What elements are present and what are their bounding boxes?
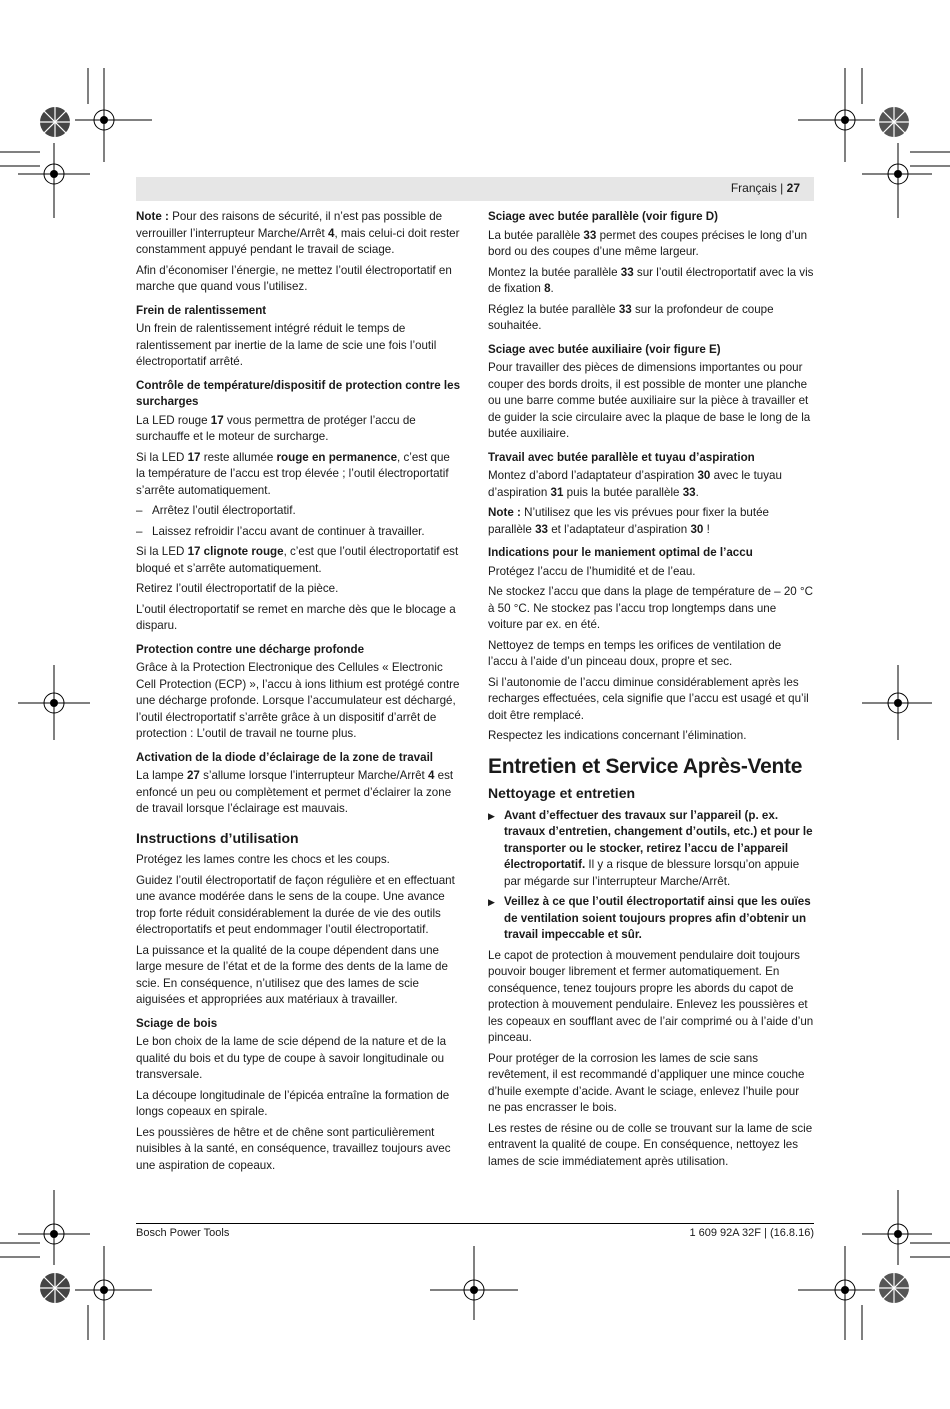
instructions-paragraph: Guidez l’outil électroportatif de façon régulière et en effectuant une avance modérée dans le sens de la coupe. Une avance trop forte réduit considérablement la durée de vie des outils électroportatifs et peut endommager l’outil électroportatif. <box>136 873 455 936</box>
instructions-heading: Instructions d’utilisation <box>136 829 299 846</box>
cleaning-paragraph: Les restes de résine ou de colle se trouvant sur la lame de scie entravent la qualité de coupe. En conséquence, nettoyez les lames de scie immédiatement après utilisation. <box>488 1121 813 1168</box>
battery-paragraph: Ne stockez l’accu que dans la plage de température de – 20 °C à 50 °C. Ne stockez pas l’accu trop longtemps dans une voiture par ex. en été. <box>488 585 813 631</box>
energy-paragraph: Afin d’économiser l’énergie, ne mettez l’outil électroportatif en marche que quand vous l’utilisez. <box>136 263 452 293</box>
wood-heading: Sciage de bois <box>136 1016 218 1030</box>
page-number: 27 <box>786 181 800 195</box>
page-header <box>136 177 814 201</box>
dash-item: – Arrêtez l’outil électroportatif. <box>136 503 462 520</box>
cleaning-paragraph: Pour protéger de la corrosion les lames de scie sans revêtement, il est recommandé d’appliquer une mince couche d’huile exempte d’acide. Avant le sciage, enlevez l’huile pour ne pas encrasser le bois. <box>488 1051 805 1114</box>
battery-paragraph: Respectez les indications concernant l’élimination. <box>488 729 747 742</box>
footer-divider <box>136 1223 814 1224</box>
auxiliary-guide-heading: Sciage avec butée auxiliaire (voir figure E) <box>488 342 721 356</box>
brake-paragraph: Un frein de ralentissement intégré réduit le temps de ralentissement par inertie de la lame de scie une fois l’outil électroportatif arrêté. <box>136 322 437 368</box>
battery-paragraph: Nettoyez de temps en temps les orifices de ventilation de l’accu à l’aide d’un pinceau doux, propre et sec. <box>488 638 782 668</box>
deep-discharge-paragraph: Grâce à la Protection Electronique des Cellules « Electronic Cell Protection (ECP) », l’accu à ions lithium est protégé contre une décharge profonde. Lorsque l’accumulateur est déchargé, l’outil électroportatif s’arrête grâce à un dispositif d’arrêt de protection : L’outil de travail ne tourne plus. <box>136 661 460 740</box>
restart-paragraph: L’outil électroportatif se remet en marche dès que le blocage a disparu. <box>136 602 456 632</box>
aspiration-heading: Travail avec butée parallèle et tuyau d’aspiration <box>488 450 755 464</box>
parallel-paragraph: Réglez la butée parallèle 33 sur la profondeur de coupe souhaitée. <box>488 302 774 332</box>
parallel-paragraph: La butée parallèle 33 permet des coupes précises le long d’un bord ou des coupes d’une même largeur. <box>488 228 808 258</box>
service-heading: Entretien et Service Après-Vente <box>488 754 803 778</box>
header-language: Français <box>730 181 777 195</box>
lamp-paragraph: La lampe 27 s’allume lorsque l’interrupteur Marche/Arrêt 4 est enfoncé un peu ou complètement et permet d’éclairer la zone de travail lorsque l’éclairage est mauvais. <box>136 769 454 815</box>
remove-paragraph: Retirez l’outil électroportatif de la pièce. <box>136 582 339 595</box>
wood-paragraph: La découpe longitudinale de l’épicéa entraîne la formation de longs copeaux en spirale. <box>136 1088 450 1118</box>
footer-code: 1 609 92A 32F | (16.8.16) <box>689 1227 814 1239</box>
wood-paragraph: Le bon choix de la lame de scie dépend de la nature et de la qualité du bois et du type de coupe à savoir longitudinale ou transversale. <box>136 1035 447 1081</box>
instructions-paragraph: La puissance et la qualité de la coupe dépendent dans une large mesure de l’état et de la forme des dents de la lame de scie. En conséquence, n’utilisez que des lames de scie aiguisées et appropriées aux matériaux à travailler. <box>136 943 448 1006</box>
battery-paragraph: Protégez l’accu de l’humidité et de l’eau. <box>488 564 696 578</box>
cleaning-paragraph: Le capot de protection à mouvement pendulaire doit toujours pouvoir bouger librement et fermer automatiquement. En conséquence, tenez toujours propre les abords du capot de protection à mouvement pendulaire. Enlevez les poussières et les copeaux en soufflant avec de l’air comprimé ou à l’aide d’un pinceau. <box>488 948 814 1044</box>
header-label <box>731 181 800 195</box>
brake-heading: Frein de ralentissement <box>136 303 267 317</box>
lamp-heading: Activation de la diode d’éclairage de la zone de travail <box>136 750 434 764</box>
parallel-paragraph: Montez la butée parallèle 33 sur l’outil électroportatif avec la vis de fixation 8. <box>488 265 814 295</box>
aspiration-paragraph: Montez d’abord l’adaptateur d’aspiration 30 avec le tuyau d’aspiration 31 puis la butée parallèle 33. <box>488 469 782 499</box>
right-column <box>488 209 814 1174</box>
battery-heading: Indications pour le maniement optimal de l’accu <box>488 546 753 559</box>
led-blink-paragraph: Si la LED 17 clignote rouge, c’est que l’outil électroportatif est bloqué et s’arrête automatiquement. <box>136 545 459 575</box>
footer-brand: Bosch Power Tools <box>136 1227 230 1239</box>
note-paragraph: Note : N’utilisez que les vis prévues pour fixer la butée parallèle 33 et l’adaptateur d’aspiration 30 ! <box>488 506 769 536</box>
warning-bullet: ▶ Veillez à ce que l’outil électroportatif ainsi que les ouïes de ventilation soient toujours propres afin d’obtenir un travail impeccable et sûr. <box>488 894 814 944</box>
warning-bullet: ▶ Avant d’effectuer des travaux sur l’appareil (p. ex. travaux d’entretien, changement d’outils, etc.) et pour le transporter ou le stocker, retirez l’accu de l’appareil électroportatif. Il y a risque de blessure lorsqu’on appuie par mégarde sur l’interrupteur Marche/Arrêt. <box>488 808 814 891</box>
deep-discharge-heading: Protection contre une décharge profonde <box>136 642 365 656</box>
left-column <box>136 209 462 1178</box>
note-paragraph: Note : Pour des raisons de sécurité, il n’est pas possible de verrouiller l’interrupteur Marche/Arrêt 4, mais celui-ci doit rester constamment appuyé pendant le travail de sciage. <box>136 210 460 256</box>
led-permanent-paragraph: Si la LED 17 reste allumée rouge en permanence, c’est que la température de l’accu est trop élevée ; l’outil électroportatif s’arrête automatiquement. <box>136 450 450 497</box>
temperature-heading: Contrôle de température/dispositif de protection contre les surcharges <box>136 378 461 408</box>
cleaning-heading: Nettoyage et entretien <box>488 785 636 801</box>
header-separator: | <box>780 181 784 195</box>
parallel-guide-heading: Sciage avec butée parallèle (voir figure D) <box>488 210 719 223</box>
auxiliary-paragraph: Pour travailler des pièces de dimensions importantes ou pour couper des bords droits, il est possible de monter une planche ou une barre comme butée auxiliaire sur la pièce à travailler et de guider la scie circulaire avec la plaque de base le long de la butée auxiliaire. <box>488 361 811 440</box>
dash-item: – Laissez refroidir l’accu avant de continuer à travailler. <box>136 524 462 541</box>
instructions-paragraph: Protégez les lames contre les chocs et les coups. <box>136 853 390 866</box>
wood-paragraph: Les poussières de hêtre et de chêne sont particulièrement nuisibles à la santé, en conséquence, travaillez toujours avec une aspiration de copeaux. <box>136 1125 451 1172</box>
led-paragraph: La LED rouge 17 vous permettra de protéger l’accu de surchauffe et le moteur de surcharge. <box>136 413 416 443</box>
battery-paragraph: Si l’autonomie de l’accu diminue considérablement après les recharges effectuées, cela signifie que l’accu est usagé et qu’il doit être remplacé. <box>488 675 809 722</box>
